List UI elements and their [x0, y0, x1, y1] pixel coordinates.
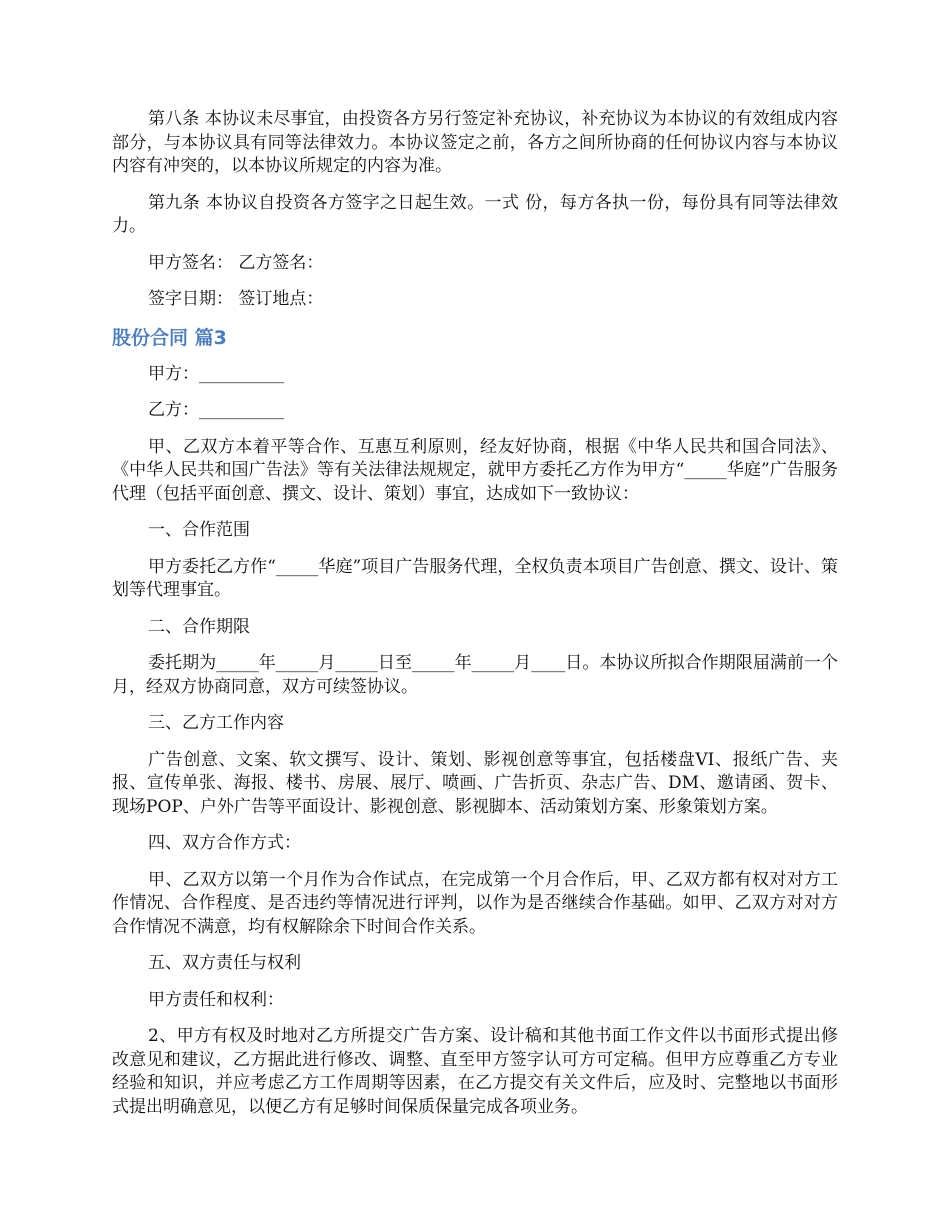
party-b-line: 乙方：__________ [148, 400, 284, 420]
clause-heading-duties: 五、双方责任与权利 [148, 953, 301, 973]
clause-heading-scope: 一、合作范围 [148, 520, 250, 540]
section-heading: 股份合同 篇3 [112, 326, 227, 349]
document-page [112, 108, 838, 1132]
party-a-duty-2-paragraph: 2、甲方有权及时地对乙方所提交广告方案、设计稿和其他书面工作文件以书面形式提出修改意见和建议，乙方据此进行修改、调整、直至甲方签字认可方可定稿。但甲方应尊重乙方专业经验和知识，并应考虑乙方工作周期等因素，在乙方提交有关文件后，应及时、完整地以书面形式提出明确意见，以便乙方有足够时间保质保量完成各项业务。 [112, 1026, 838, 1117]
date-place-line: 签字日期： 签订地点： [148, 289, 324, 309]
work-paragraph: 广告创意、文案、软文撰写、设计、策划、影视创意等事宜，包括楼盘VI、报纸广告、夹报、宣传单张、海报、楼书、房展、展厅、喷画、广告折页、杂志广告、DM、邀请函、贺卡、现场POP、户外广告等平面设计、影视创意、影视脚本、活动策划方案、形象策划方案。 [112, 749, 838, 817]
scope-paragraph: 甲方委托乙方作“_____华庭”项目广告服务代理，全权负责本项目广告创意、撰文、设计、策划等代理事宜。 [112, 556, 838, 600]
signature-line: 甲方签名： 乙方签名： [148, 252, 324, 273]
article-9-paragraph: 第九条 本协议自投资各方签字之日起生效。一式 份，每方各执一份，每份具有同等法律效力。 [112, 192, 838, 236]
term-paragraph: 委托期为_____年_____月_____日至_____年_____月____日。本协议所拟合作期限届满前一个月，经双方协商同意，双方可续签协议。 [112, 653, 838, 697]
party-a-duties-heading: 甲方责任和权利： [148, 989, 284, 1010]
preamble-paragraph: 甲、乙双方本着平等合作、互惠互利原则，经友好协商，根据《中华人民共和国合同法》、《中华人民共和国广告法》等有关法律法规规定，就甲方委托乙方作为甲方“_____华庭”广告服务代理（包括平面创意、撰文、设计、策划）事宜，达成如下一致协议： [112, 436, 838, 504]
article-8-paragraph: 第八条 本协议未尽事宜，由投资各方另行签定补充协议，补充协议为本协议的有效组成内容部分，与本协议具有同等法律效力。本协议签定之前，各方之间所协商的任何协议内容与本协议内容有冲突的，以本协议所规定的内容为准。 [112, 109, 838, 176]
clause-heading-method: 四、双方合作方式： [148, 833, 301, 853]
clause-heading-term: 二、合作期限 [148, 616, 250, 637]
party-a-line: 甲方：__________ [148, 363, 284, 384]
clause-heading-work: 三、乙方工作内容 [148, 713, 284, 733]
method-paragraph: 甲、乙双方以第一个月作为合作试点，在完成第一个月合作后，甲、乙双方都有权对对方工作情况、合作程度、是否违约等情况进行评判，以作为是否继续合作基础。如甲、乙双方对对方合作情况不满意，均有权解除余下时间合作关系。 [112, 869, 838, 937]
